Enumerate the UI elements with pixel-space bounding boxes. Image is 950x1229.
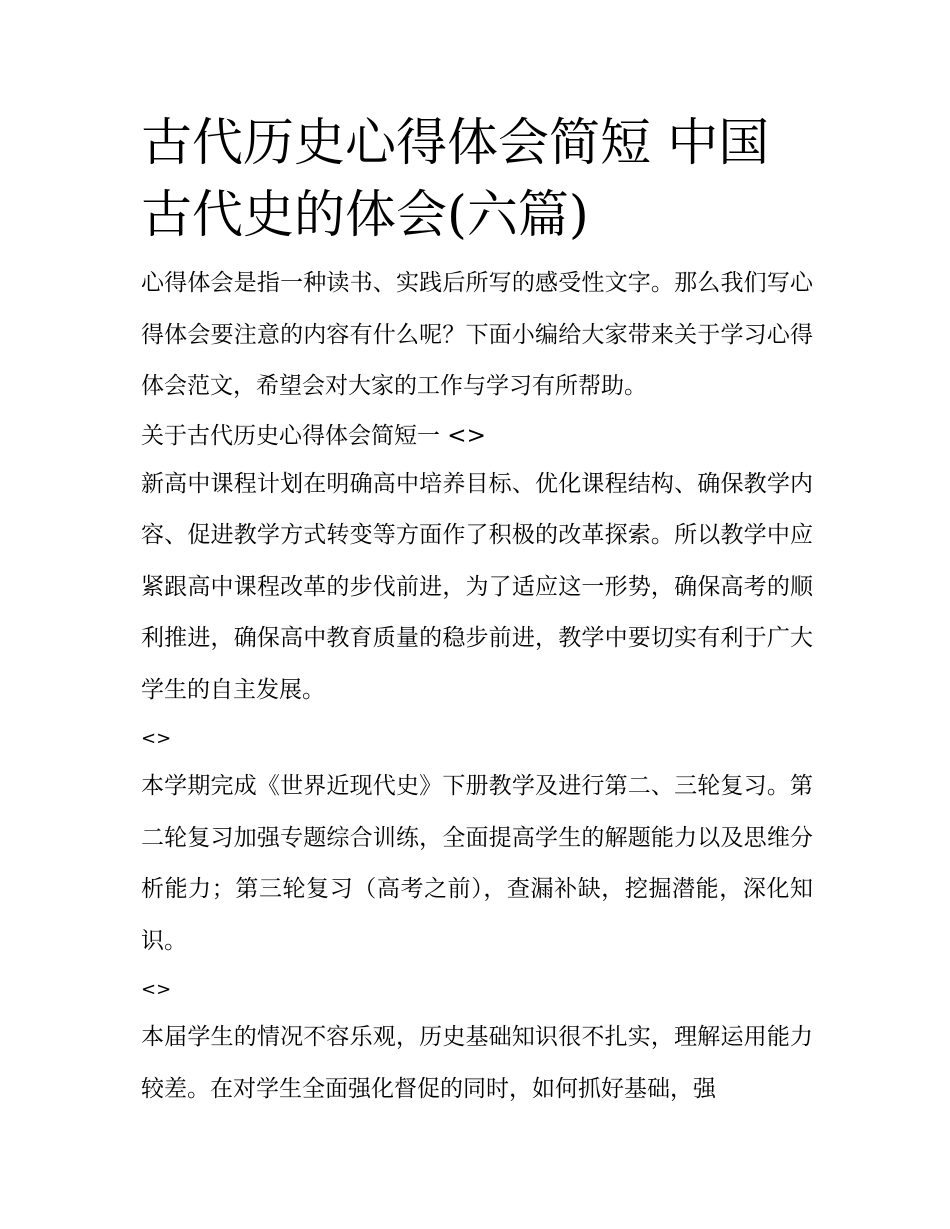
document-page (141, 108, 813, 1115)
section-marker: <> (141, 728, 172, 749)
paragraph-student-situation: 本届学生的情况不容乐观，历史基础知识很不扎实，理解运用能力较差。在对学生全面强化督促的同时，如何抓好基础，强 (141, 1024, 813, 1102)
paragraph-semester-plan: 本学期完成《世界近现代史》下册教学及进行第二、三轮复习。第二轮复习加强专题综合训练，全面提高学生的解题能力以及思维分析能力；第三轮复习（高考之前），查漏补缺，挖掘潜能，深化知识。 (141, 773, 813, 954)
document-title: 古代历史心得体会简短 中国古代史的体会(六篇) (141, 114, 770, 245)
intro-paragraph: 心得体会是指一种读书、实践后所写的感受性文字。那么我们写心得体会要注意的内容有什么呢？下面小编给大家带来关于学习心得体会范文，希望会对大家的工作与学习有所帮助。 (141, 270, 813, 399)
paragraph-curriculum: 新高中课程计划在明确高中培养目标、优化课程结构、确保教学内容、促进教学方式转变等方面作了积极的改革探索。所以教学中应紧跟高中课程改革的步伐前进，为了适应这一形势，确保高考的顺利推进，确保高中教育质量的稳步前进，教学中要切实有利于广大学生的自主发展。 (141, 470, 813, 703)
section-marker: <> (141, 979, 172, 1000)
section-heading-one: 关于古代历史心得体会简短一 <> (141, 422, 486, 449)
